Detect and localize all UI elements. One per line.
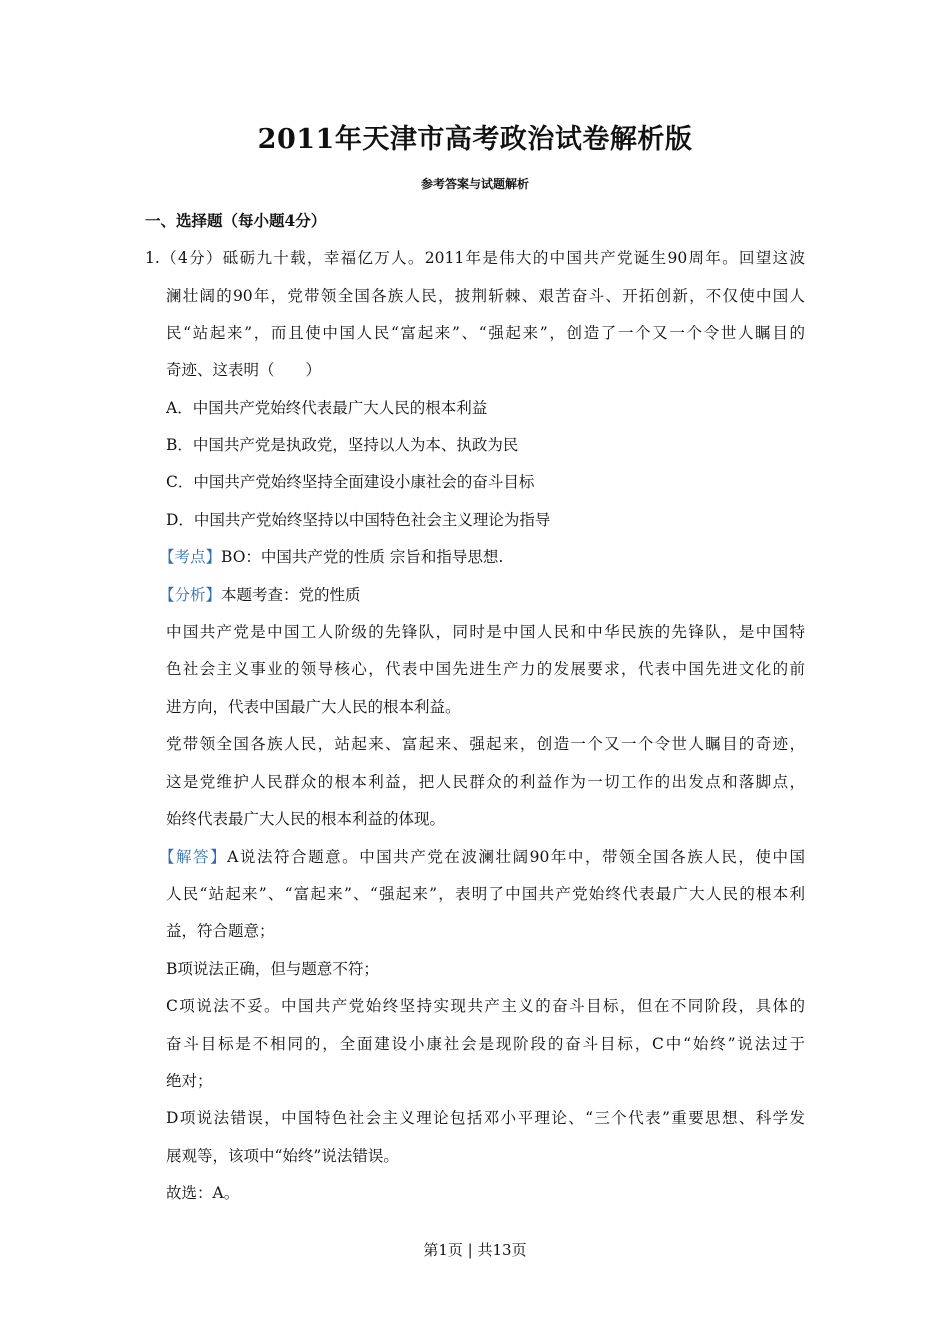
stem-line: 民“站起来”，而且使中国人民“富起来”、“强起来”，创造了一个又一个令世人瞩目的 — [166, 324, 805, 342]
option-d: D．中国共产党始终坚持以中国特色社会主义理论为指导 — [166, 511, 551, 529]
paragraph-line: D项说法错误，中国特色社会主义理论包括邓小平理论、“三个代表”重要思想、科学发 — [166, 1109, 805, 1127]
paragraph-line: 绝对； — [166, 1072, 213, 1090]
paragraph-line: 始终代表最广大人民的根本利益的体现。 — [166, 810, 446, 828]
section-heading: 一、选择题（每小题4分） — [145, 211, 327, 230]
paragraph-line: 益，符合题意； — [166, 922, 275, 940]
stem-line: 1.（4分）砥砺九十载，幸福亿万人。2011年是伟大的中国共产党诞生90周年。回望这波 — [145, 249, 805, 267]
page-title: 2011年天津市高考政治试卷解析版 — [257, 124, 693, 155]
paragraph-line: 人民“站起来”、“富起来”、“强起来”，表明了中国共产党始终代表最广大人民的根本利 — [166, 885, 805, 903]
stem-line: 澜壮阔的90年，党带领全国各族人民，披荆斩棘、艰苦奋斗、开拓创新，不仅使中国人 — [166, 287, 805, 305]
kaodian-line — [159, 545, 503, 569]
paragraph-line: 进方向，代表中国最广大人民的根本利益。 — [166, 698, 461, 716]
kaodian-text: BO：中国共产党的性质 宗旨和指导思想. — [221, 548, 504, 566]
jieda-tag: 【解答】 — [159, 848, 228, 866]
answer-line: 故选：A。 — [166, 1184, 240, 1202]
subtitle: 参考答案与试题解析 — [420, 177, 529, 191]
jieda-line — [159, 845, 805, 869]
option-b-analysis: B项说法正确，但与题意不符； — [166, 960, 379, 978]
stem-line: 奇迹、这表明（ ） — [166, 361, 322, 379]
paragraph-line: 中国共产党是中国工人阶级的先锋队，同时是中国人民和中华民族的先锋队，是中国特 — [166, 623, 805, 641]
kaodian-tag: 【考点】 — [159, 548, 222, 566]
fenxi-text: 本题考查：党的性质 — [221, 586, 361, 604]
paragraph-line: 党带领全国各族人民，站起来、富起来、强起来，创造一个又一个令世人瞩目的奇迹， — [166, 735, 805, 753]
page-footer: 第1页 | 共13页 — [423, 1241, 527, 1259]
fenxi-tag: 【分析】 — [159, 586, 222, 604]
option-c: C．中国共产党始终坚持全面建设小康社会的奋斗目标 — [166, 473, 535, 491]
jieda-text: A说法符合题意。中国共产党在波澜壮阔90年中，带领全国各族人民，使中国 — [227, 848, 805, 866]
paragraph-line: 这是党维护人民群众的根本利益，把人民群众的利益作为一切工作的出发点和落脚点， — [166, 773, 805, 791]
option-a: A．中国共产党始终代表最广大人民的根本利益 — [166, 399, 488, 417]
fenxi-line — [159, 583, 361, 607]
paragraph-line: 奋斗目标是不相同的，全面建设小康社会是现阶段的奋斗目标，C中“始终”说法过于 — [166, 1035, 805, 1053]
paragraph-line: C项说法不妥。中国共产党始终坚持实现共产主义的奋斗目标，但在不同阶段，具体的 — [166, 997, 805, 1015]
paragraph-line: 色社会主义事业的领导核心，代表中国先进生产力的发展要求，代表中国先进文化的前 — [166, 660, 805, 678]
option-b: B．中国共产党是执政党，坚持以人为本、执政为民 — [166, 436, 519, 454]
paragraph-line: 展观等，该项中“始终”说法错误。 — [166, 1147, 399, 1165]
